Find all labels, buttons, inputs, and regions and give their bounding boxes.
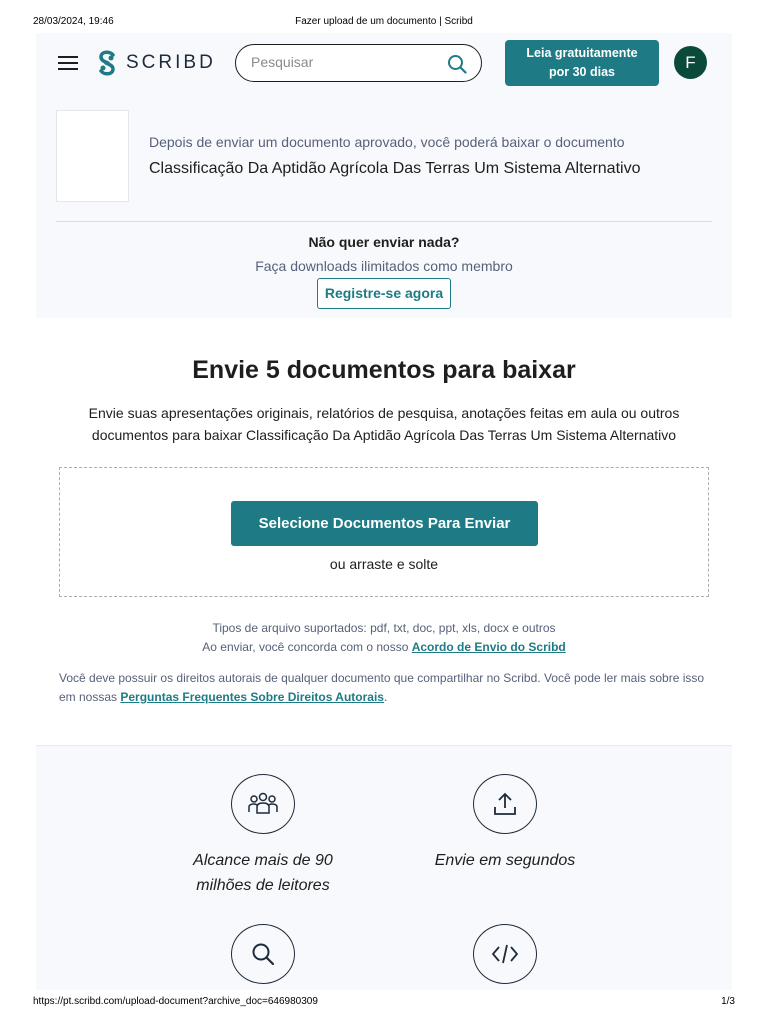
membership-offer: Faça downloads ilimitados como membro: [255, 258, 513, 274]
no-upload-question: Não quer enviar nada?: [308, 234, 460, 250]
readers-group-icon: [231, 774, 295, 834]
logo-text: SCRIBD: [126, 52, 216, 73]
print-header: [0, 16, 768, 30]
upload-agreement: [0, 640, 768, 654]
copyright-faq-link[interactable]: Perguntas Frequentes Sobre Direitos Autorais: [120, 690, 384, 704]
print-datetime: 28/03/2024, 19:46: [33, 16, 114, 27]
select-documents-button[interactable]: Selecione Documentos Para Enviar: [231, 501, 538, 546]
search-icon[interactable]: [447, 54, 467, 79]
free-trial-button[interactable]: [505, 40, 659, 86]
upload-arrow-icon: [473, 774, 537, 834]
upload-heading: Envie 5 documentos para baixar: [192, 356, 576, 384]
supported-file-types: Tipos de arquivo suportados: pdf, txt, doc, ppt, xls, docx e outros: [212, 621, 556, 635]
trial-line-1: Leia gratuitamente: [526, 46, 638, 60]
site-header: [36, 40, 732, 88]
copyright-end: .: [383, 690, 388, 704]
print-page-number: 1/3: [721, 996, 735, 1007]
document-thumbnail: [56, 110, 129, 202]
search-bar[interactable]: [235, 44, 482, 82]
upload-dropzone[interactable]: [59, 467, 709, 597]
user-avatar[interactable]: F: [674, 46, 707, 79]
print-page-title: Fazer upload de um documento | Scribd: [295, 16, 473, 27]
benefit-speed-text: [405, 848, 605, 873]
benefits-section: [36, 745, 732, 990]
drag-drop-hint: ou arraste e solte: [329, 556, 439, 572]
register-button[interactable]: Registre-se agora: [317, 278, 451, 309]
trial-line-2: por 30 dias: [549, 65, 615, 79]
copyright-text: Você deve possuir os direitos autorais de qualquer documento que compartilhar no Scribd. Você pode ler mais sobre isso em nossas: [59, 671, 705, 704]
search-icon: [231, 924, 295, 984]
upload-subtext: Envie suas apresentações originais, relatórios de pesquisa, anotações feitas em aula ou outros documentos para baixar Classificação Da Aptidão Agrícola Das Terras Um Sistema Alternativo: [88, 405, 680, 443]
code-icon: [473, 924, 537, 984]
hamburger-menu-icon[interactable]: [58, 56, 78, 70]
benefit-reach-text: [163, 848, 363, 898]
upload-agreement-link[interactable]: Acordo de Envio do Scribd: [411, 640, 566, 654]
scribd-logo[interactable]: [96, 50, 216, 76]
print-url: https://pt.scribd.com/upload-document?archive_doc=646980309: [33, 996, 318, 1007]
agreement-prefix: Ao enviar, você concorda com o nosso: [202, 640, 412, 654]
copyright-notice: [59, 669, 709, 707]
benefit-speed-line-1: Envie em segundos: [434, 852, 576, 869]
document-title: Classificação Da Aptidão Agrícola Das Terras Um Sistema Alternativo: [149, 160, 641, 177]
divider: [56, 221, 712, 222]
download-note: Depois de enviar um documento aprovado, você poderá baixar o documento: [149, 134, 625, 150]
scribd-logo-icon: [96, 50, 118, 76]
benefit-reach-line-1: Alcance mais de 90: [193, 852, 333, 869]
benefit-reach-line-2: milhões de leitores: [196, 877, 330, 894]
search-input[interactable]: [251, 54, 431, 70]
